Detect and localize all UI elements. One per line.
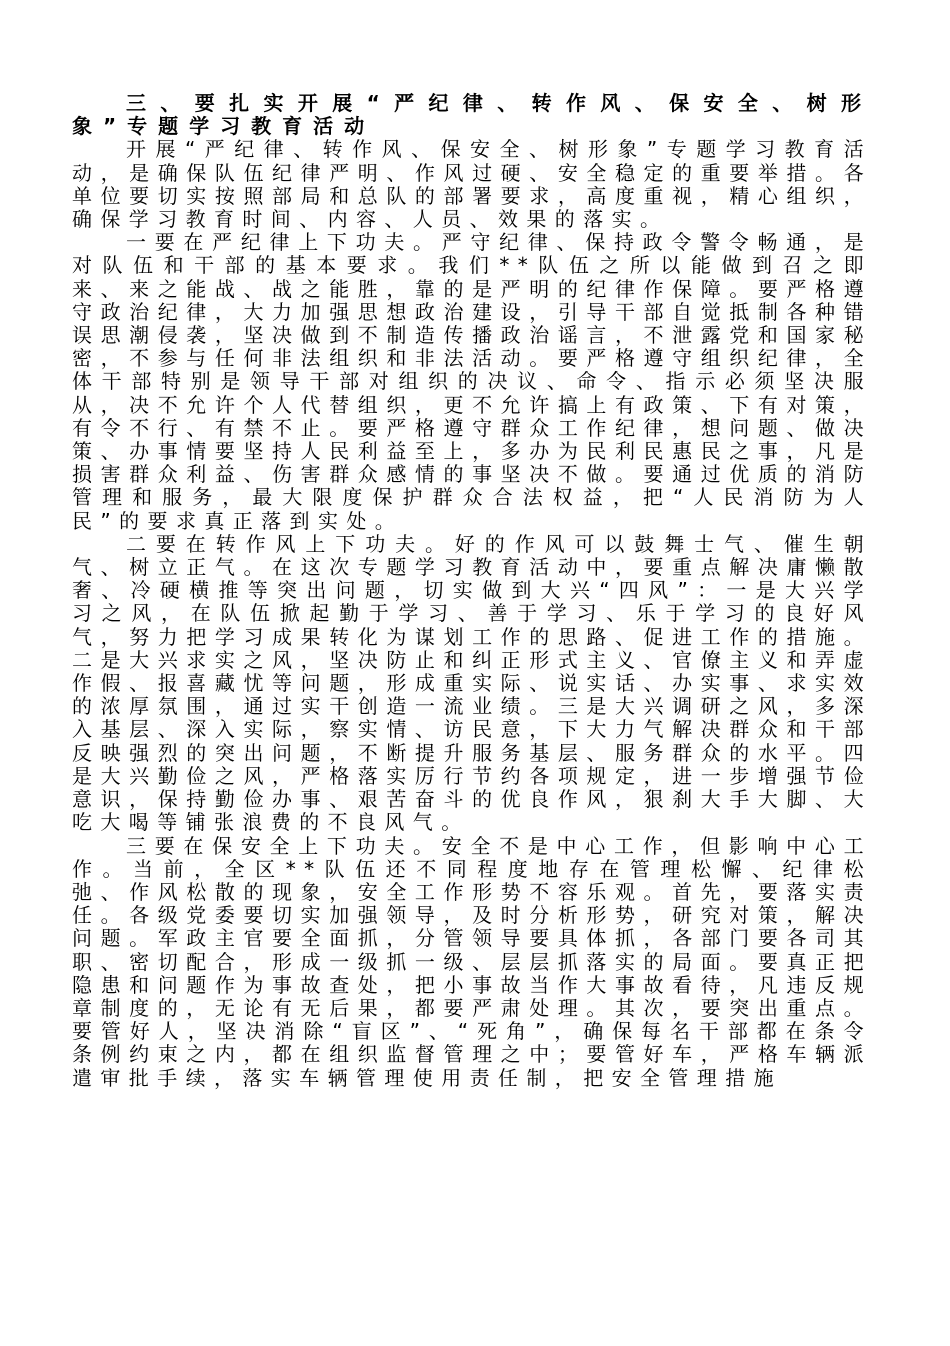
paragraph-discipline: 一要在严纪律上下功夫。严守纪律、保持政令警令畅通，是对队伍和干部的基本要求。我们**队伍之所以能做到召之即来、来之能战、战之能胜，靠的是严明的纪律作保障。要严格遵守政治纪律，大力加强思想政治建设，引导干部自觉抵制各种错误思潮侵袭，坚决做到不制造传播政治谣言，不泄露党和国家秘密，不参与任何非法组织和非法活动。要严格遵守组织纪律，全体干部特别是领导干部对组织的决议、命令、指示必须坚决服从，决不允许个人代替组织，更不允许搞上有政策、下有对策，有令不行、有禁不止。要严格遵守群众工作纪律，想问题、做决策、办事情要坚持人民利益至上，多办为民利民惠民之事，凡是损害群众利益、伤害群众感情的事坚决不做。要通过优质的消防管理和服务，最大限度保护群众合法权益，把“人民消防为人民”的要求真正落到实处。 — [72, 230, 872, 533]
paragraph-safety: 三要在保安全上下功夫。安全不是中心工作，但影响中心工作。当前，全区**队伍还不同程度地存在管理松懈、纪律松弛、作风松散的现象，安全工作形势不容乐观。首先，要落实责任。各级党委要切实加强领导，及时分析形势，研究对策，解决问题。军政主官要全面抓，分管领导要具体抓，各部门要各司其职、密切配合，形成一级抓一级、层层抓落实的局面。要真正把隐患和问题作为事故查处，把小事故当作大事故看待，凡违反规章制度的，无论有无后果，都要严肃处理。其次，要突出重点。要管好人，坚决消除“盲区”、“死角”，确保每名干部都在条令条例约束之内，都在组织监督管理之中；要管好车，严格车辆派遣审批手续，落实车辆管理使用责任制，把安全管理措施 — [72, 833, 872, 1090]
document-body — [72, 92, 872, 1090]
paragraph-intro: 开展“严纪律、转作风、保安全、树形象”专题学习教育活动，是确保队伍纪律严明、作风过硬、安全稳定的重要举措。各单位要切实按照部局和总队的部署要求，高度重视，精心组织，确保学习教育时间、内容、人员、效果的落实。 — [72, 137, 872, 232]
paragraph-work-style: 二要在转作风上下功夫。好的作风可以鼓舞士气、催生朝气、树立正气。在这次专题学习教育活动中，要重点解决庸懒散奢、冷硬横推等突出问题，切实做到大兴“四风”：一是大兴学习之风，在队伍掀起勤于学习、善于学习、乐于学习的良好风气，努力把学习成果转化为谋划工作的思路、促进工作的措施。二是大兴求实之风，坚决防止和纠正形式主义、官僚主义和弄虚作假、报喜藏忧等问题，形成重实际、说实话、办实事、求实效的浓厚氛围，通过实干创造一流业绩。三是大兴调研之风，多深入基层、深入实际，察实情、访民意，下大力气解决群众和干部反映强烈的突出问题，不断提升服务基层、服务群众的水平。四是大兴勤俭之风，严格落实厉行节约各项规定，进一步增强节俭意识，保持勤俭办事、艰苦奋斗的优良作风，狠刹大手大脚、大吃大喝等铺张浪费的不良风气。 — [72, 531, 872, 835]
section-heading: 三、要扎实开展“严纪律、转作风、保安全、树形象”专题学习教育活动 — [72, 91, 872, 139]
